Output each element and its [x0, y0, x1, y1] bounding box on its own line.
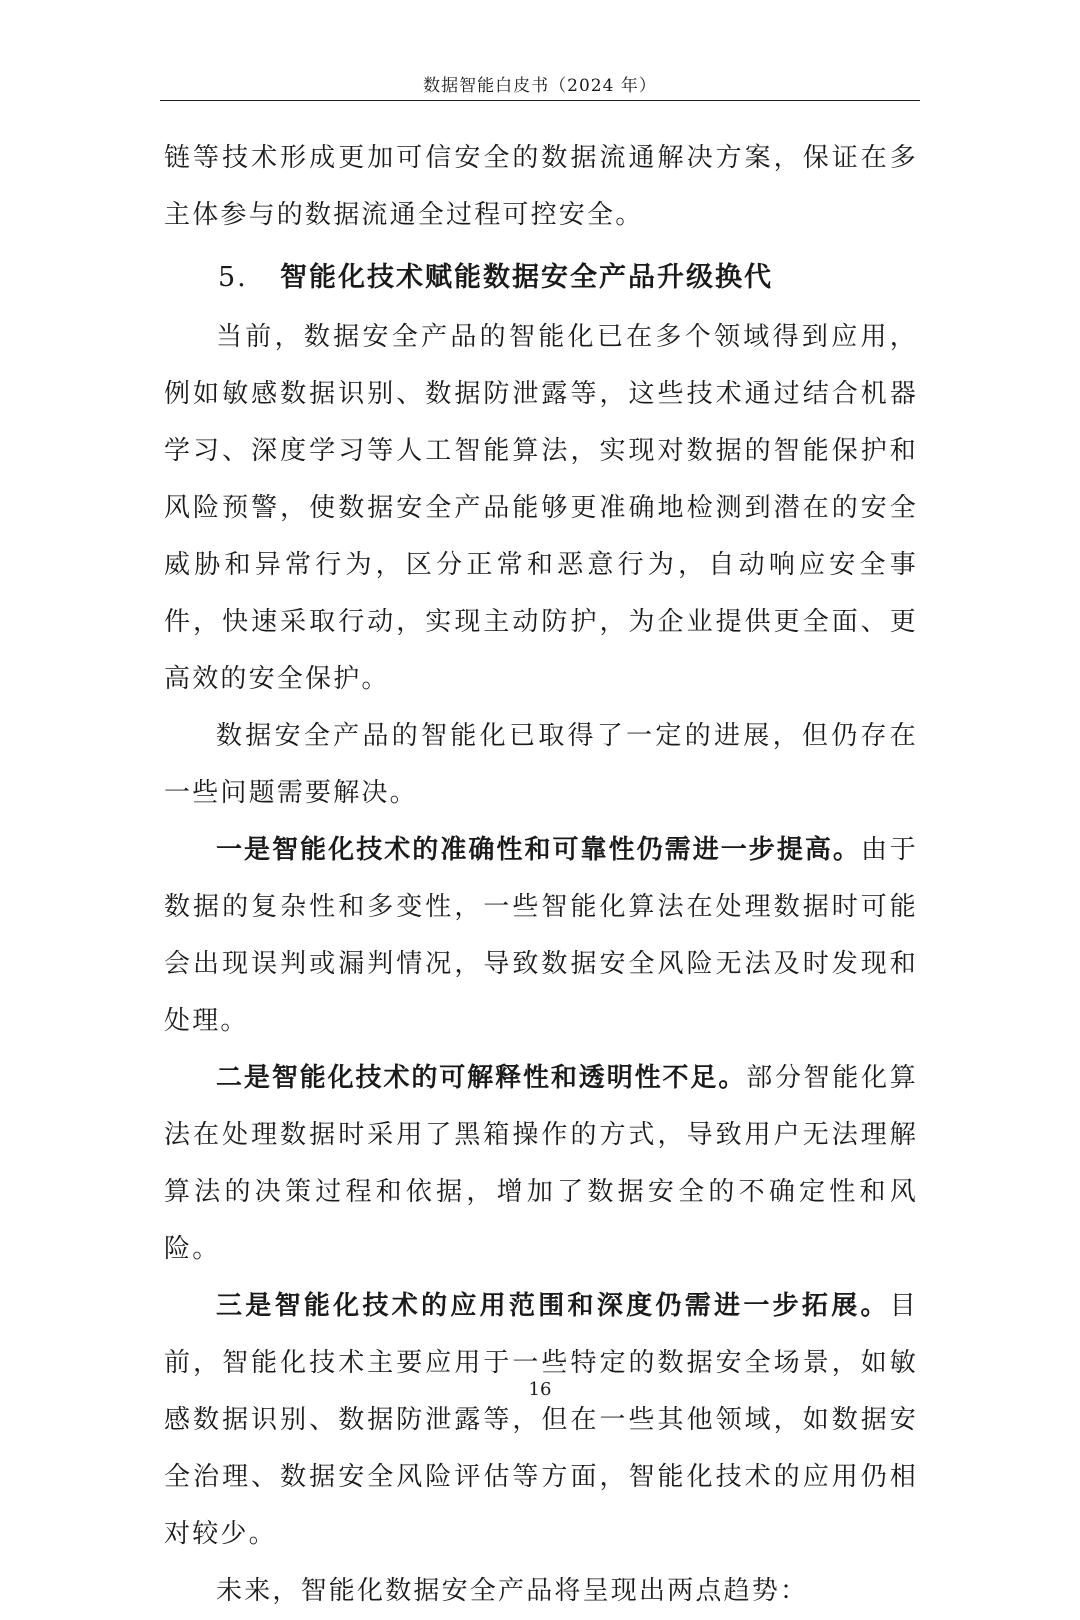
header-rule — [160, 100, 920, 101]
paragraph-current-status: 当前，数据安全产品的智能化已在多个领域得到应用，例如敏感数据识别、数据防泄露等，这些技术通过结合机器学习、深度学习等人工智能算法，实现对数据的智能保护和风险预警，使数据安全产品能够更准确地检测到潜在的安全威胁和异常行为，区分正常和恶意行为，自动响应安全事件，快速采取行动，实现主动防护，为企业提供更全面、更高效的安全保护。 — [164, 322, 918, 694]
issue-text-2: 部分智能化算法在处理数据时采用了黑箱操作的方式，导致用户无法理解算法的决策过程和依据，增加了数据安全的不确定性和风险。 — [164, 1063, 918, 1264]
issue-text-1: 由于数据的复杂性和多变性，一些智能化算法在处理数据时可能会出现误判或漏判情况，导致数据安全风险无法及时发现和处理。 — [164, 835, 918, 1036]
section-heading — [164, 249, 918, 306]
page-number: 16 — [528, 1379, 552, 1400]
issue-paragraph-3 — [164, 1278, 918, 1563]
issue-lead-3: 三是智能化技术的应用范围和深度仍需进一步拓展。 — [216, 1291, 890, 1321]
running-header: 数据智能白皮书（2024 年） — [423, 76, 657, 96]
section-number: 5. — [218, 262, 248, 293]
issue-text-3: 目前，智能化技术主要应用于一些特定的数据安全场景，如敏感数据识别、数据防泄露等，但在一些其他领域，如数据安全治理、数据安全风险评估等方面，智能化技术的应用仍相对较少。 — [164, 1291, 918, 1549]
section-title: 智能化技术赋能数据安全产品升级换代 — [280, 262, 773, 293]
issue-paragraph-1 — [164, 822, 918, 1050]
issue-paragraph-2 — [164, 1050, 918, 1278]
paragraph-future-trends: 未来，智能化数据安全产品将呈现出两点趋势： — [216, 1576, 809, 1606]
paragraph-continued: 链等技术形成更加可信安全的数据流通解决方案，保证在多主体参与的数据流通全过程可控安全。 — [164, 143, 918, 230]
issue-lead-1: 一是智能化技术的准确性和可靠性仍需进一步提高。 — [216, 835, 861, 865]
issue-lead-2: 二是智能化技术的可解释性和透明性不足。 — [216, 1063, 747, 1093]
paragraph-problems-intro: 数据安全产品的智能化已取得了一定的进展，但仍存在一些问题需要解决。 — [164, 721, 918, 808]
